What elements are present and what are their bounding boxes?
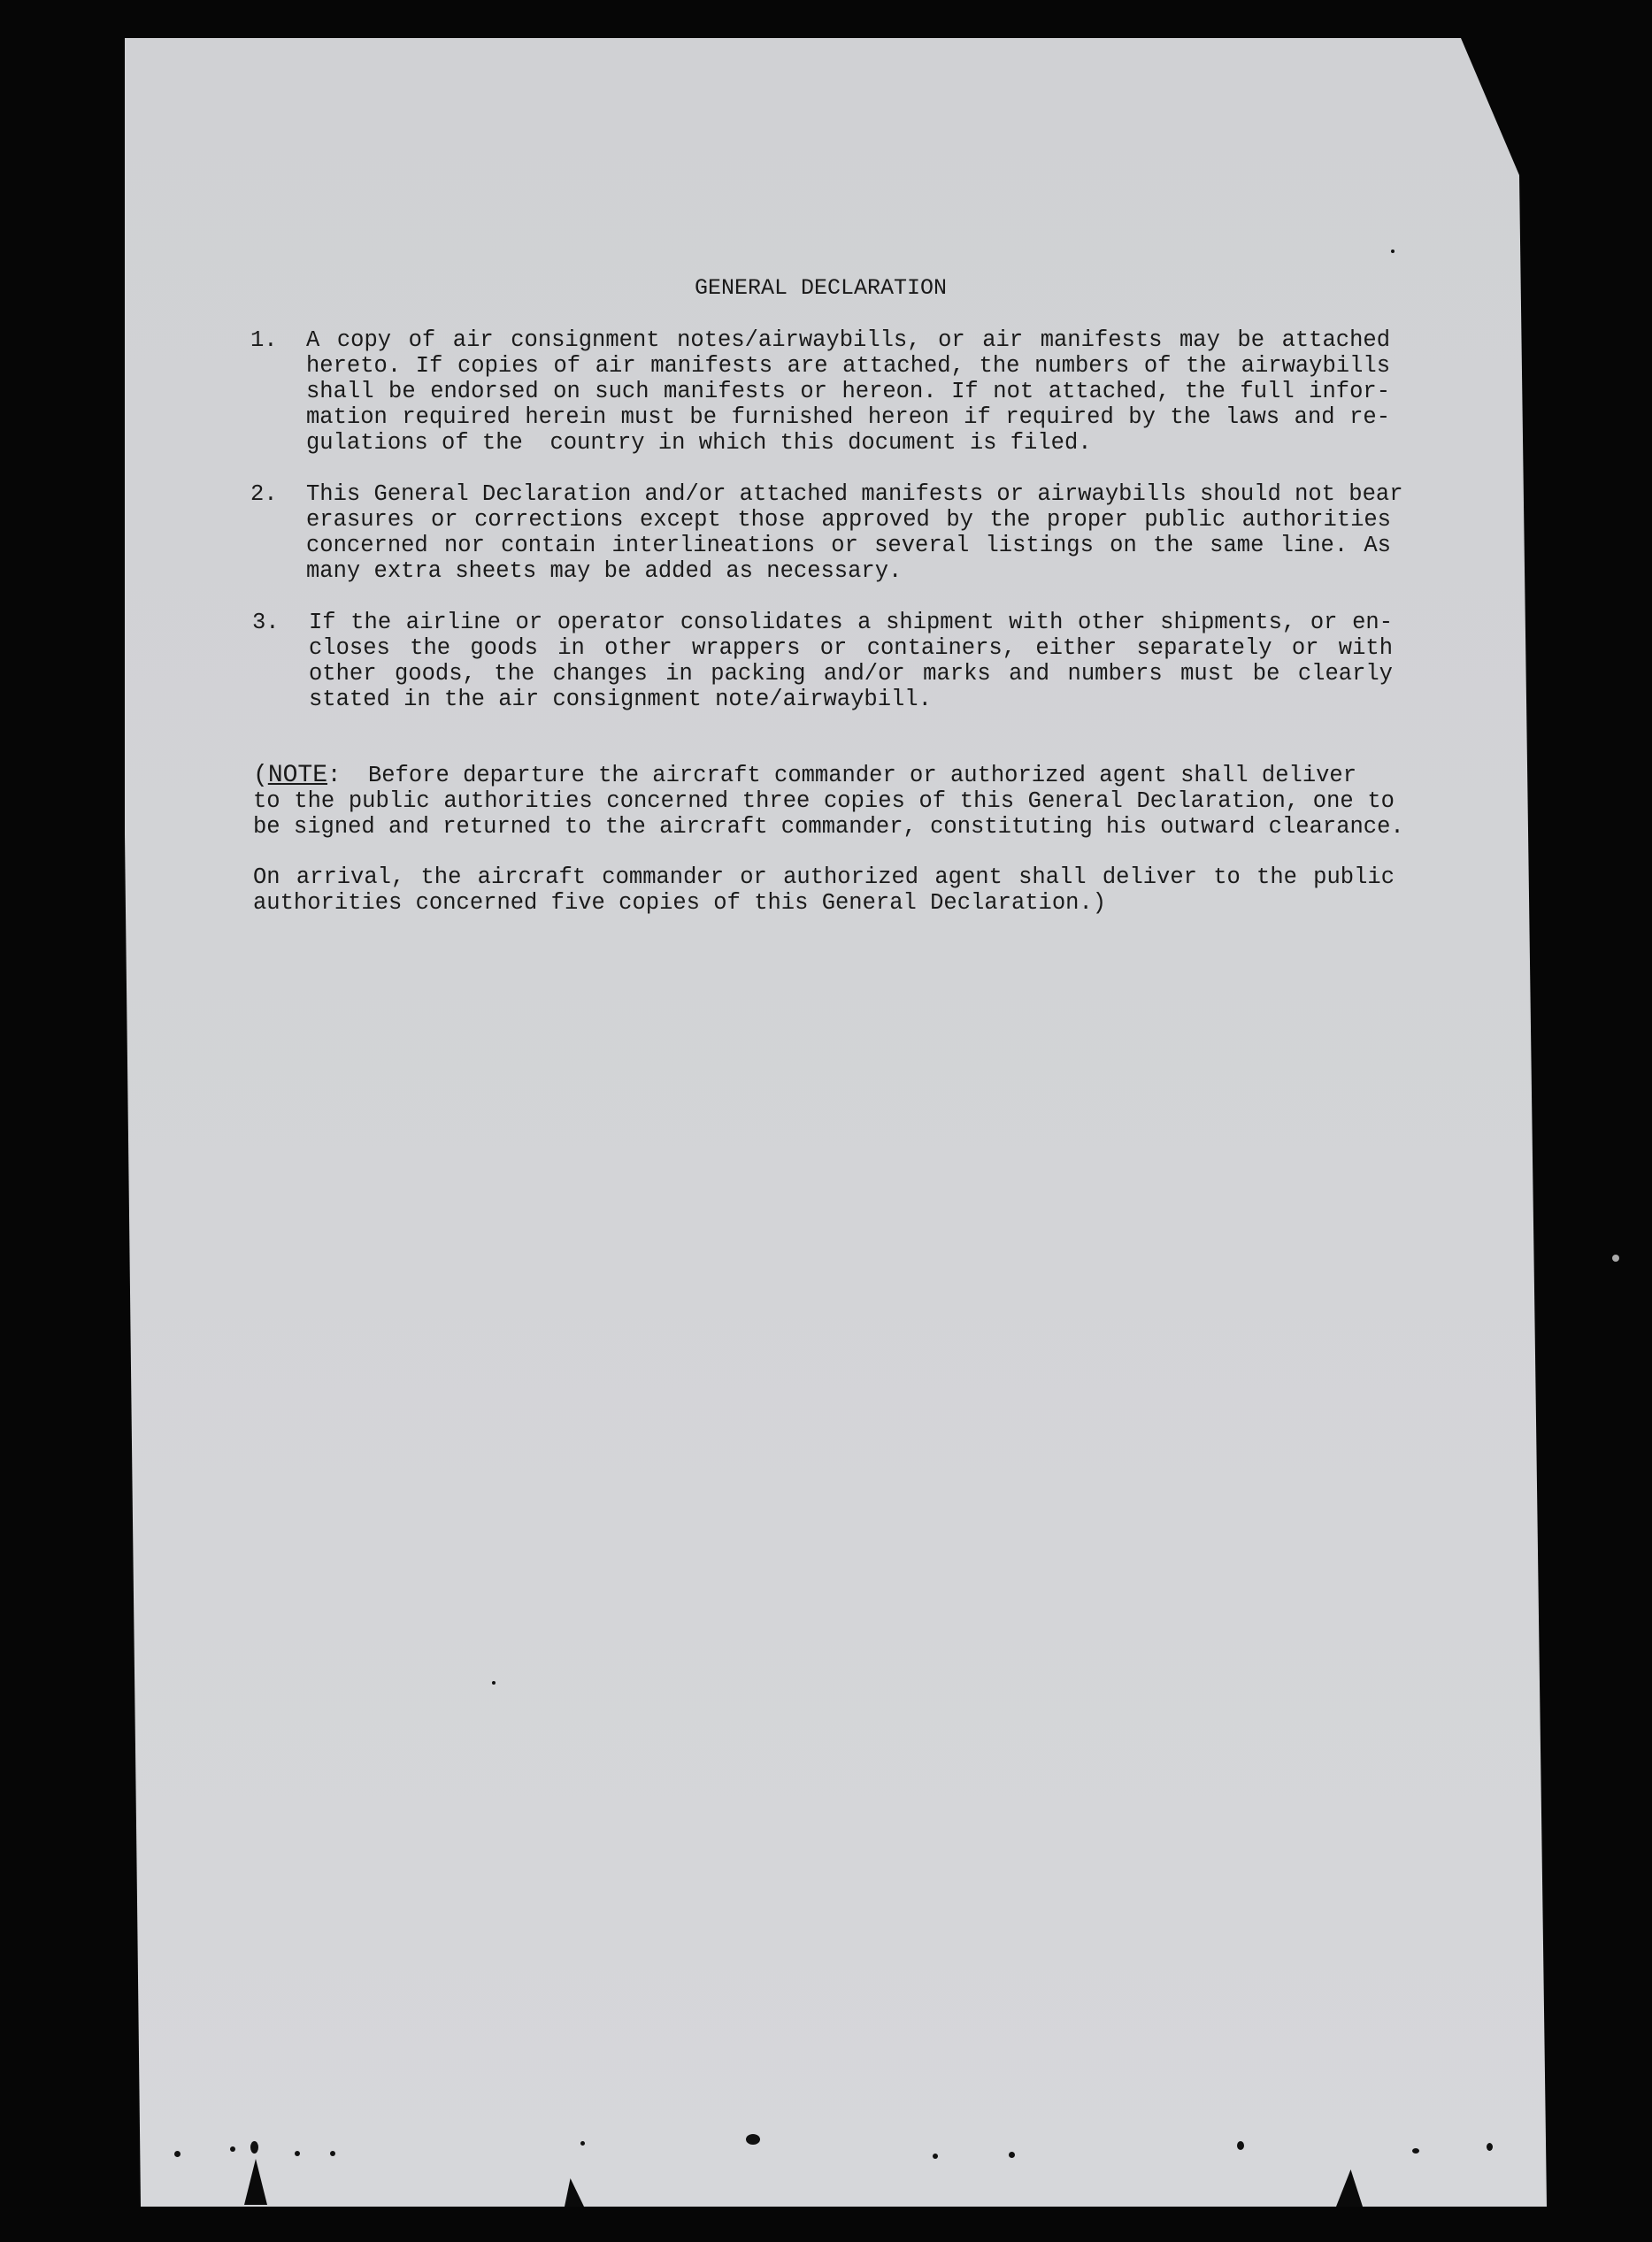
scan-speck	[1391, 250, 1395, 253]
scan-speck	[174, 2151, 181, 2157]
note-open-paren: (	[253, 762, 268, 789]
scan-speck	[580, 2141, 585, 2146]
item-1-text	[306, 327, 1390, 456]
scan-speck	[250, 2141, 258, 2154]
note-line: be signed and returned to the aircraft commander, constituting his outward clearance.	[253, 814, 1404, 840]
item-2-line: many extra sheets may be added as necessary.	[306, 558, 903, 584]
item-1-number: 1.	[250, 327, 278, 353]
item-1-line: gulations of the country in which this document is filed.	[306, 430, 1092, 456]
note-first-line-rest: Before departure the aircraft commander or authorized agent shall deliver	[341, 763, 1357, 788]
item-2-text	[306, 481, 1403, 584]
scan-speck	[1237, 2141, 1244, 2150]
note-first-line	[253, 763, 1395, 788]
item-1-line: shall be endorsed on such manifests or hereon. If not attached, the full infor-	[306, 379, 1390, 404]
scan-speck	[492, 1681, 496, 1685]
scan-speck	[1487, 2143, 1493, 2151]
item-1-line: hereto. If copies of air manifests are attached, the numbers of the airwaybills	[306, 353, 1390, 379]
note-label-suffix: :	[327, 763, 342, 788]
item-2-line: concerned nor contain interlineations or several listings on the same line. As	[306, 533, 1391, 558]
scan-speck	[1412, 2148, 1419, 2154]
scan-speck	[295, 2151, 300, 2156]
item-3-text	[309, 610, 1393, 712]
note-line: to the public authorities concerned three copies of this General Declaration, one to	[253, 788, 1395, 814]
scan-speck	[230, 2146, 235, 2152]
item-2-line: This General Declaration and/or attached manifests or airwaybills should not bear	[306, 481, 1403, 507]
scan-speck	[330, 2151, 335, 2156]
item-3-line: closes the goods in other wrappers or containers, either separately or with	[309, 635, 1393, 661]
item-1-line: mation required herein must be furnished hereon if required by the laws and re-	[306, 404, 1390, 430]
item-1-line: A copy of air consignment notes/airwaybills, or air manifests may be attached	[306, 327, 1390, 353]
item-3-line: stated in the air consignment note/airwaybill.	[309, 687, 932, 712]
note-label: NOTE	[267, 762, 328, 789]
item-3-line: other goods, the changes in packing and/or marks and numbers must be clearly	[309, 661, 1393, 687]
scan-speck	[746, 2134, 760, 2145]
scan-speck	[1612, 1255, 1619, 1262]
note-paragraph	[253, 762, 1404, 840]
scan-speck	[933, 2154, 938, 2159]
item-3-line: If the airline or operator consolidates a shipment with other shipments, or en-	[309, 610, 1393, 635]
item-3-number: 3.	[252, 610, 280, 635]
scan-speck	[1009, 2152, 1015, 2158]
arrival-paragraph	[253, 864, 1395, 916]
document-title: GENERAL DECLARATION	[695, 275, 948, 301]
item-2-line: erasures or corrections except those approved by the proper public authorities	[306, 507, 1391, 533]
item-2-number: 2.	[250, 481, 278, 507]
arrival-line: authorities concerned five copies of this General Declaration.)	[253, 890, 1107, 916]
arrival-line: On arrival, the aircraft commander or authorized agent shall deliver to the public	[253, 864, 1395, 890]
